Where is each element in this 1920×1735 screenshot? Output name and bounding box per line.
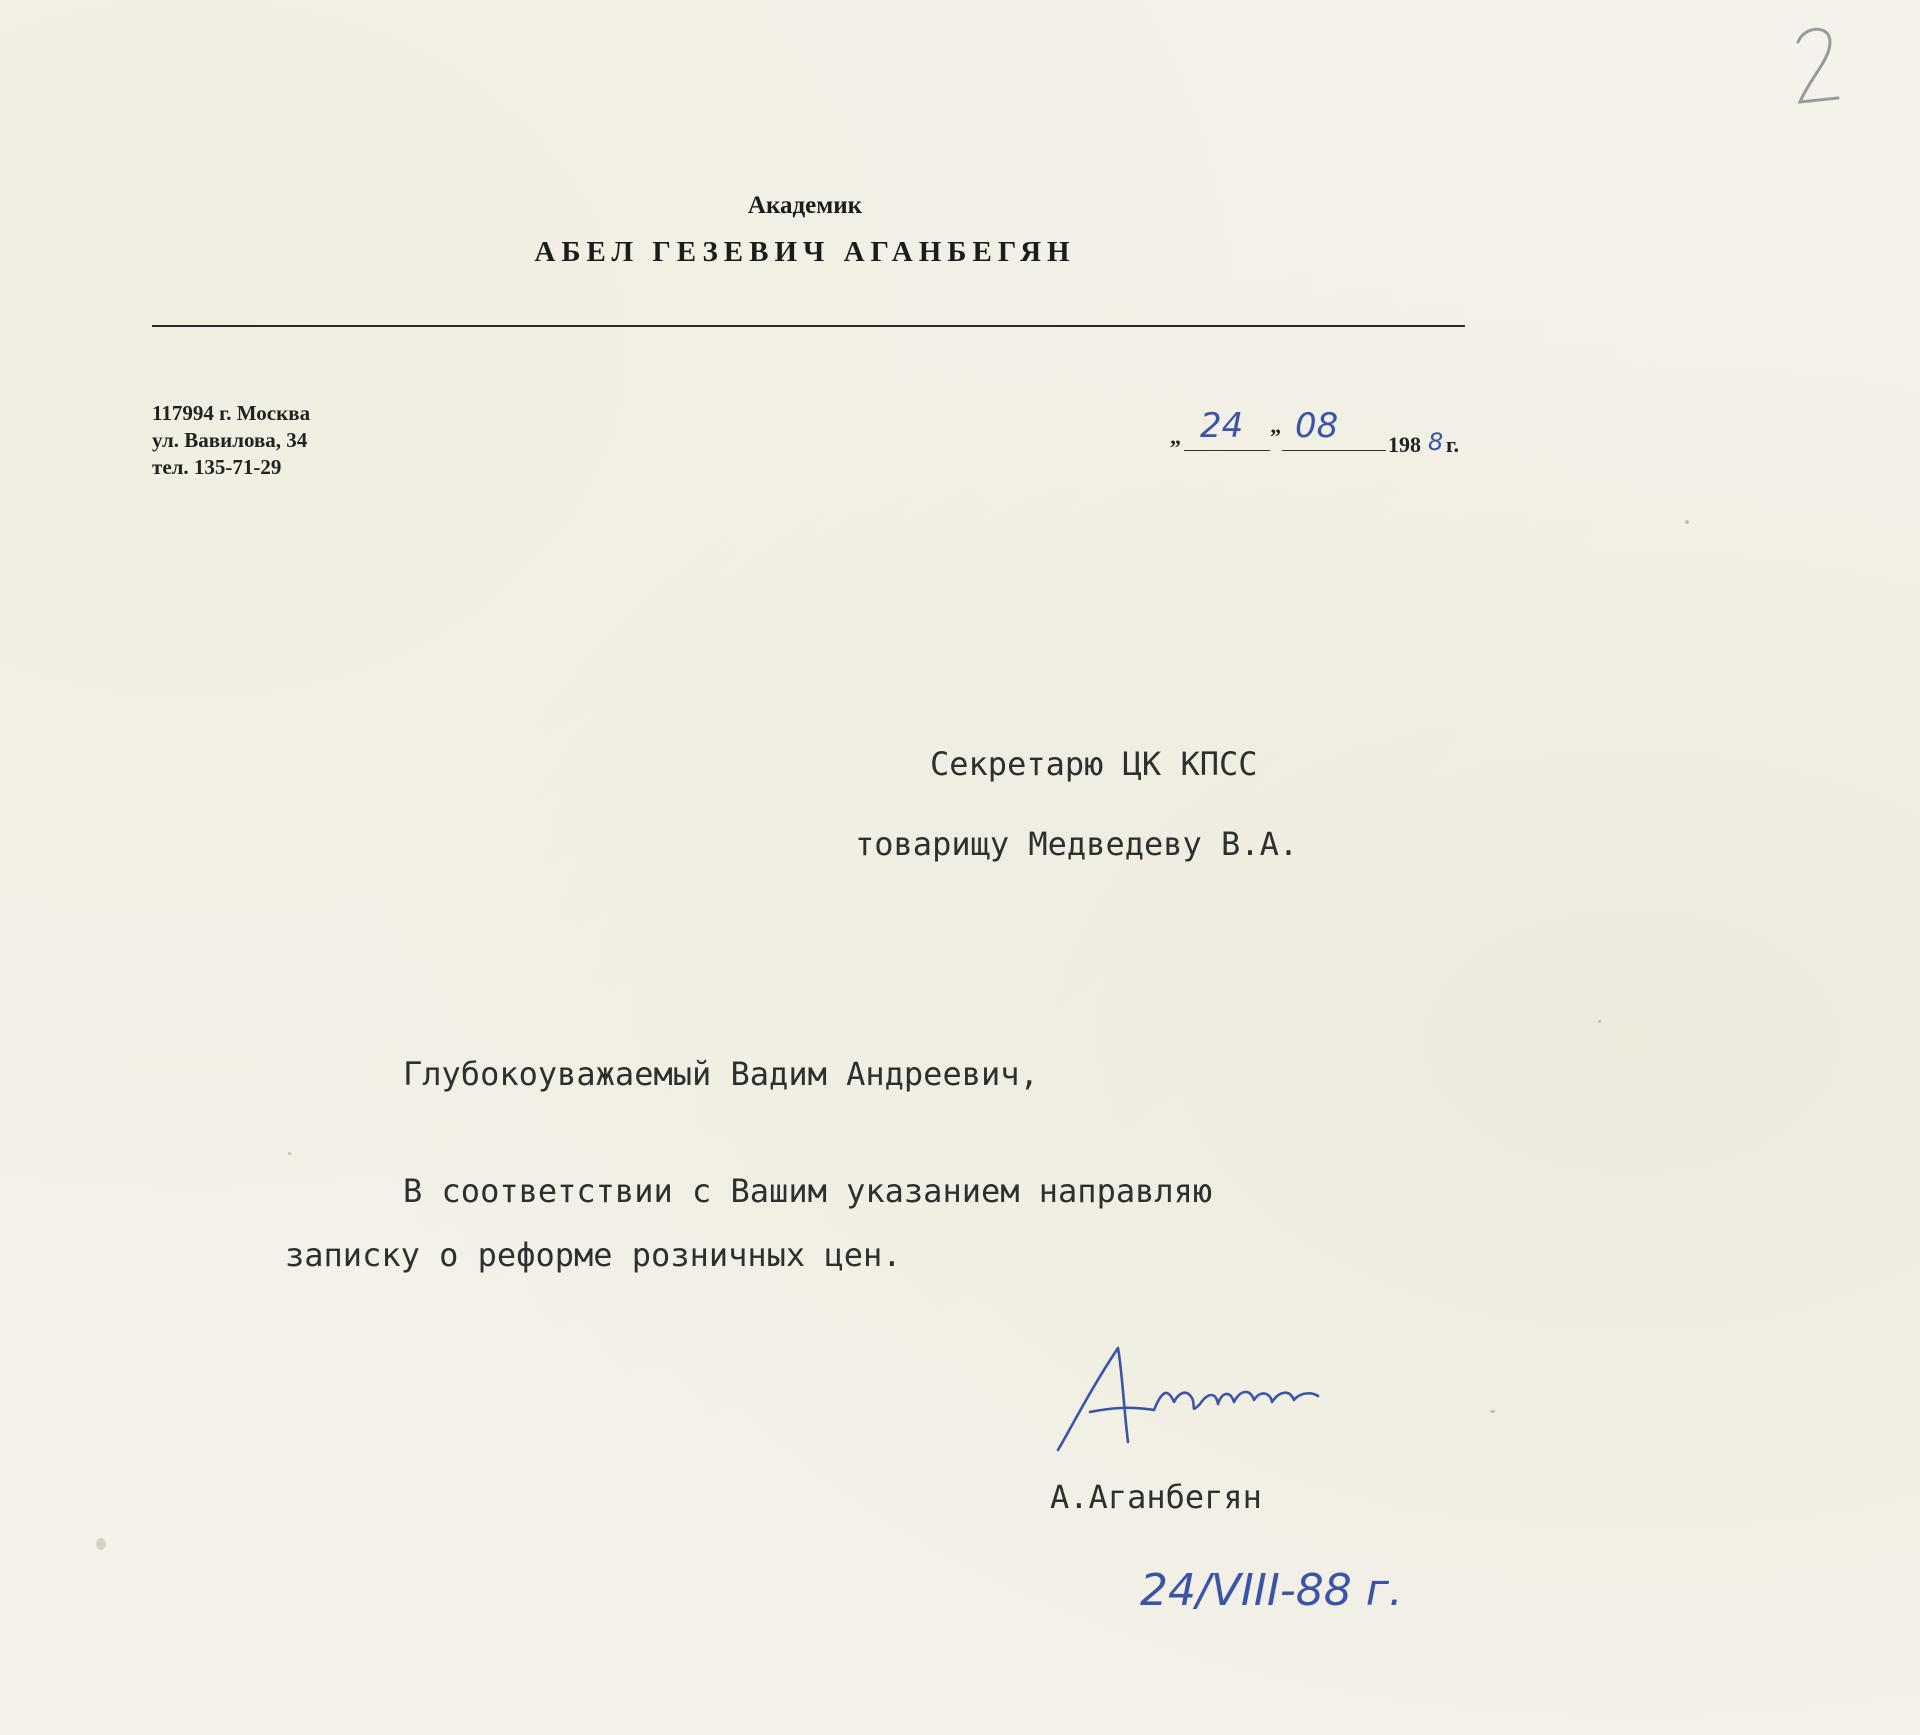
signer-name: А.Аганбегян (1050, 1478, 1262, 1516)
address-phone: тел. 135-71-29 (152, 455, 282, 479)
address-street: ул. Вавилова, 34 (152, 428, 308, 452)
paper-speck (1490, 1410, 1495, 1413)
letterhead-title: Академик (747, 192, 863, 219)
date-open-quote: „ (1170, 424, 1181, 449)
date-field (1170, 400, 1470, 460)
sender-address (152, 400, 310, 481)
handwritten-page-number (1790, 20, 1850, 110)
body-line-2: записку о реформе розничных цен. (285, 1236, 902, 1274)
addressee-line-1: Секретарю ЦК КПСС (930, 745, 1258, 783)
date-day-blank (1184, 450, 1270, 451)
letterhead-divider (152, 325, 1465, 327)
paper-speck (288, 1152, 291, 1155)
letterhead-name: АБЕЛ ГЕЗЕВИЧ АГАНБЕГЯН (534, 236, 1076, 268)
date-year-digit-handwritten: 8 (1428, 428, 1444, 456)
date-month-blank (1282, 450, 1386, 451)
handwritten-signature (1050, 1330, 1350, 1460)
date-year-prefix: 198 (1388, 432, 1421, 457)
date-day-handwritten: 24 (1200, 406, 1244, 446)
paper-speck (96, 1538, 106, 1550)
address-city: 117994 г. Москва (152, 401, 311, 425)
salutation: Глубокоуважаемый Вадим Андреевич, (403, 1055, 1039, 1093)
addressee-line-2: товарищу Медведеву В.А. (855, 825, 1299, 863)
paper-speck (1598, 1020, 1601, 1023)
handwritten-date: 24/VIII-88 г. (1140, 1565, 1403, 1616)
date-mid-quote: ” (1270, 424, 1281, 449)
date-month-handwritten: 08 (1295, 406, 1339, 446)
body-line-1: В соответствии с Вашим указанием направляю (403, 1172, 1213, 1210)
date-year-suffix: г. (1446, 432, 1460, 457)
paper-speck (1685, 520, 1689, 524)
